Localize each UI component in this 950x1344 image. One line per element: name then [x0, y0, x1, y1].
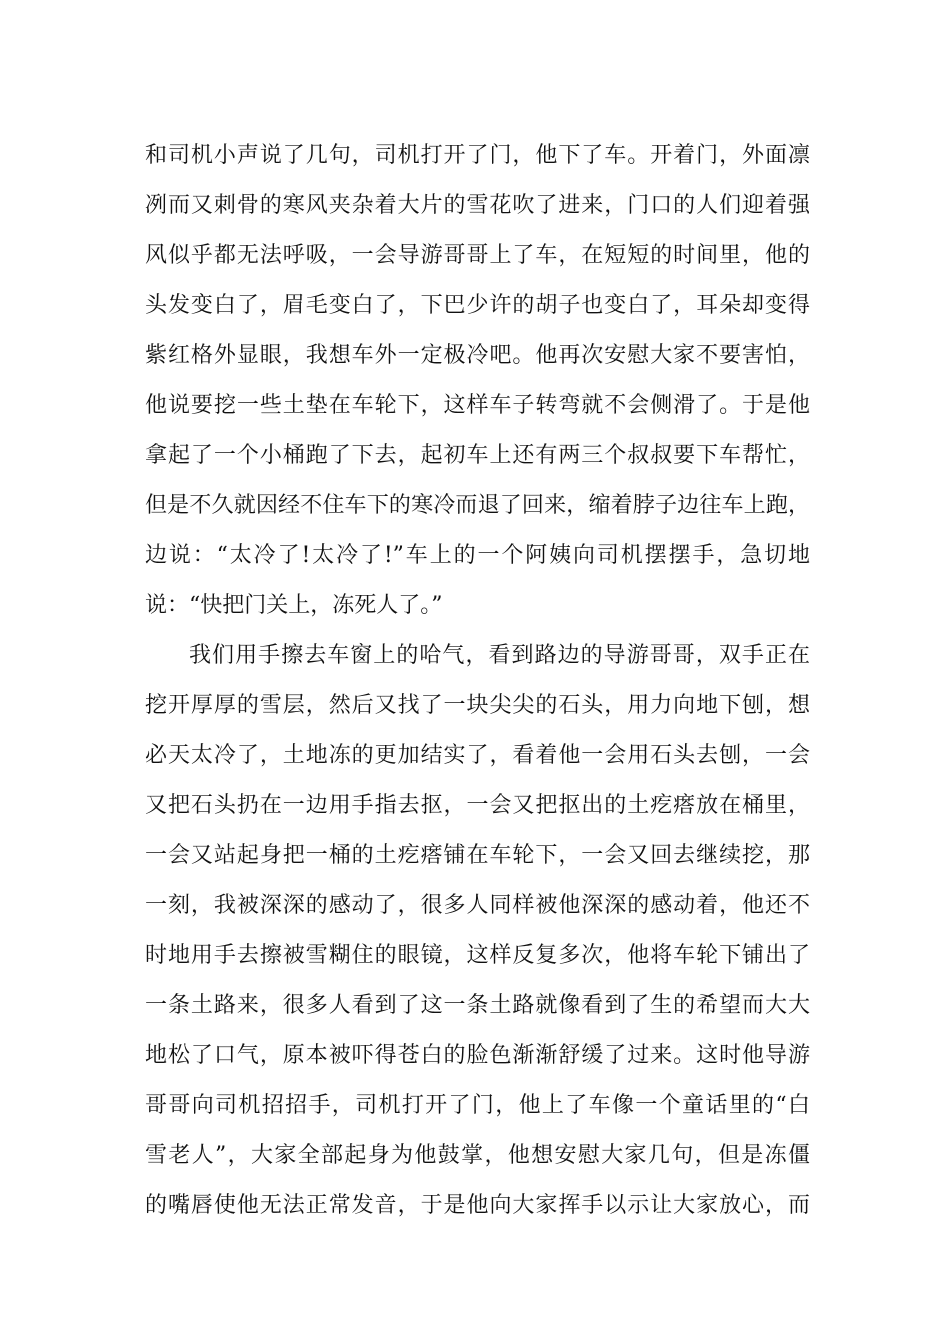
text-line: 边说：“太冷了!太冷了!”车上的一个阿姨向司机摆摆手，急切地 — [145, 543, 810, 568]
text-line: 风似乎都无法呼吸，一会导游哥哥上了车，在短短的时间里，他的 — [145, 243, 810, 268]
text-line: 冽而又刺骨的寒风夹杂着大片的雪花吹了进来，门口的人们迎着强 — [145, 193, 810, 218]
text-line: 一会又站起身把一桶的土疙瘩铺在车轮下，一会又回去继续挖，那 — [145, 843, 810, 868]
text-line: 和司机小声说了几句，司机打开了门，他下了车。开着门，外面凛 — [145, 143, 810, 168]
body-text — [145, 131, 810, 1231]
paragraph-1 — [145, 131, 810, 631]
text-line: 哥哥向司机招招手，司机打开了门，他上了车像一个童话里的“白 — [145, 1093, 810, 1118]
text-line: 但是不久就因经不住车下的寒冷而退了回来，缩着脖子边往车上跑， — [145, 493, 810, 518]
text-line: 必天太冷了，土地冻的更加结实了，看着他一会用石头去刨，一会 — [145, 743, 810, 768]
text-line: 一条土路来，很多人看到了这一条土路就像看到了生的希望而大大 — [145, 993, 810, 1018]
text-line: 说：“快把门关上，冻死人了。” — [145, 593, 443, 618]
text-line: 拿起了一个小桶跑了下去，起初车上还有两三个叔叔要下车帮忙， — [145, 443, 810, 468]
text-line: 雪老人”，大家全部起身为他鼓掌，他想安慰大家几句，但是冻僵 — [145, 1143, 810, 1168]
text-line: 头发变白了，眉毛变白了，下巴少许的胡子也变白了，耳朵却变得 — [145, 293, 810, 318]
text-line: 时地用手去擦被雪糊住的眼镜，这样反复多次，他将车轮下铺出了 — [145, 943, 810, 968]
text-line: 的嘴唇使他无法正常发音，于是他向大家挥手以示让大家放心，而 — [145, 1193, 810, 1218]
text-line: 他说要挖一些土垫在车轮下，这样车子转弯就不会侧滑了。于是他 — [145, 393, 810, 418]
text-line: 挖开厚厚的雪层，然后又找了一块尖尖的石头，用力向地下刨，想 — [145, 693, 810, 718]
paragraph-2 — [145, 631, 810, 1231]
text-line: 地松了口气，原本被吓得苍白的脸色渐渐舒缓了过来。这时他导游 — [145, 1043, 810, 1068]
text-line: 又把石头扔在一边用手指去抠，一会又把抠出的土疙瘩放在桶里， — [145, 793, 810, 818]
text-line: 我们用手擦去车窗上的哈气，看到路边的导游哥哥，双手正在 — [189, 643, 810, 668]
text-line: 一刻，我被深深的感动了，很多人同样被他深深的感动着，他还不 — [145, 893, 810, 918]
text-line: 紫红格外显眼，我想车外一定极冷吧。他再次安慰大家不要害怕， — [145, 343, 810, 368]
